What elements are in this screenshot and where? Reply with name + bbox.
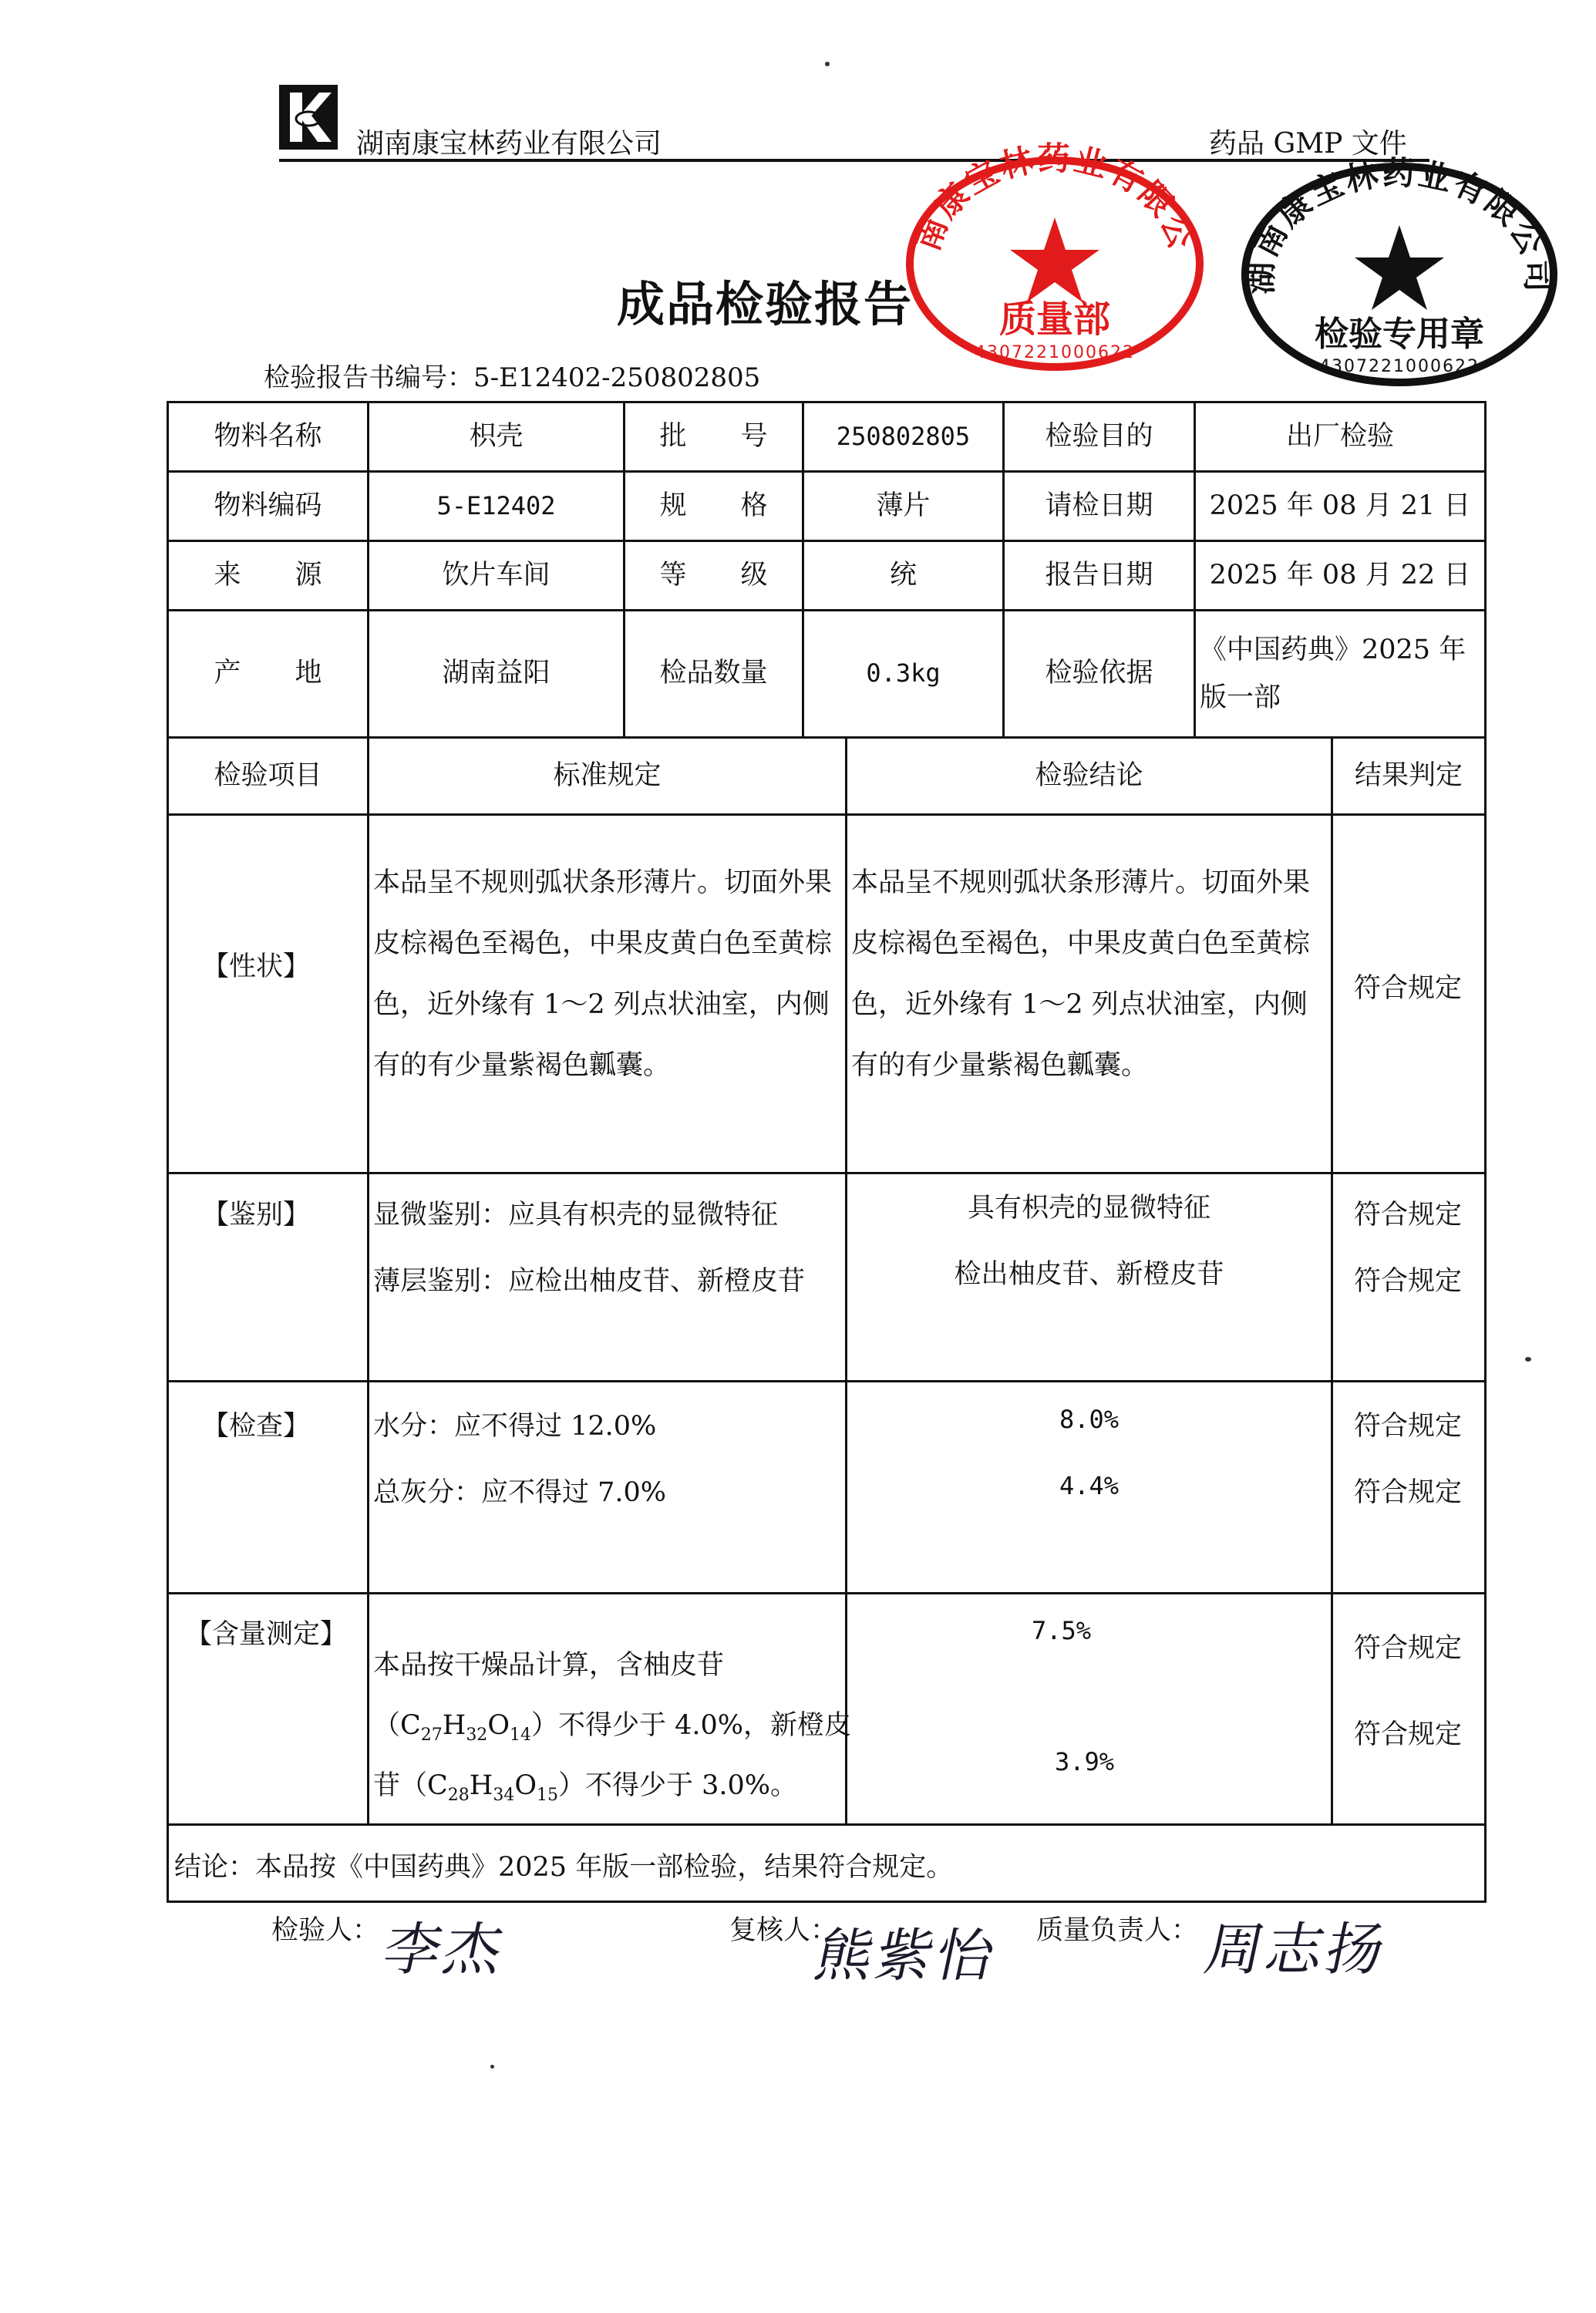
scan-speck xyxy=(1525,1357,1531,1362)
conclusion: 结论：本品按《中国药典》2025 年版一部检验，结果符合规定。 xyxy=(174,1852,954,1883)
grid-line xyxy=(167,1592,1487,1594)
purpose-value: 出厂检验 xyxy=(1285,420,1394,452)
character-judgement: 符合规定 xyxy=(1354,973,1463,1004)
grid-line xyxy=(167,813,1487,816)
scan-speck xyxy=(490,2065,494,2069)
assay-standard-line1: 本品按干燥品计算，含柚皮苷 xyxy=(373,1650,725,1681)
identification-result-1: 具有枳壳的显微特征 xyxy=(967,1193,1210,1224)
quantity-label: 检品数量 xyxy=(659,658,768,689)
inspection-judgement-1: 符合规定 xyxy=(1354,1411,1463,1442)
character-standard: 本品呈不规则弧状条形薄片。切面外果皮棕褐色至褐色，中果皮黄白色至黄棕色，近外缘有 1～2 列点状油室，内侧有的有少量紫褐色瓤囊。 xyxy=(373,867,833,1081)
grid-line xyxy=(167,1380,1487,1382)
material-code-value: 5-E12402 xyxy=(436,490,556,520)
spec-label: 规 格 xyxy=(659,490,768,521)
character-label: 【性状】 xyxy=(202,951,311,982)
identification-standard-1: 显微鉴别：应具有枳壳的显微特征 xyxy=(373,1200,779,1231)
inspection-seal-stamp xyxy=(1234,151,1565,393)
origin-value: 湖南益阳 xyxy=(442,658,551,689)
identification-standard-2: 薄层鉴别：应检出柚皮苷、新橙皮苷 xyxy=(373,1266,806,1297)
request-date-value: 2025 年 08 月 21 日 xyxy=(1209,490,1471,521)
svg-text:质量部: 质量部 xyxy=(998,298,1111,341)
svg-text:湖南康宝林药业有限公司: 南康宝林药业有限公 xyxy=(907,140,1202,256)
col-header-result: 检验结论 xyxy=(1035,759,1143,791)
col-header-item: 检验项目 xyxy=(214,759,322,791)
source-label: 来 源 xyxy=(214,559,322,591)
qa-signature: 周志扬 xyxy=(1199,1917,1394,1983)
identification-judgement-1: 符合规定 xyxy=(1354,1200,1463,1231)
inspection-standard-2: 总灰分：应不得过 7.0% xyxy=(373,1477,667,1508)
scan-speck xyxy=(825,62,830,66)
material-name-label: 物料名称 xyxy=(214,420,322,452)
grade-value: 统 xyxy=(889,559,917,591)
grid-line xyxy=(167,1823,1487,1826)
source-value: 饮片车间 xyxy=(442,559,551,591)
inspection-result-2: 4.4% xyxy=(1059,1471,1120,1501)
inspection-standard-1: 水分：应不得过 12.0% xyxy=(373,1411,657,1442)
svg-text:检验专用章: 检验专用章 xyxy=(1315,315,1484,354)
assay-formula-2: 苷$(C_{28}H_{34}O_{15})$不得少于 3.0%。 xyxy=(373,1770,798,1805)
identification-result-2: 检出柚皮苷、新橙皮苷 xyxy=(954,1259,1224,1291)
grade-label: 等 级 xyxy=(659,559,768,591)
grid-line xyxy=(1331,736,1333,1823)
company-logo xyxy=(279,85,338,150)
spec-value: 薄片 xyxy=(876,490,931,521)
svg-text:湖南康宝林药业有限公司: 湖南康宝林药业有限公司 xyxy=(1241,154,1557,295)
quantity-value: 0.3kg xyxy=(866,658,941,689)
document-type: 药品 GMP 文件 xyxy=(1209,128,1407,160)
report-number: 检验报告书编号：5-E12402-250802805 xyxy=(264,362,761,393)
character-result: 本品呈不规则弧状条形薄片。切面外果皮棕褐色至褐色，中果皮黄白色至黄棕色，近外缘有 1～2 列点状油室，内侧有的有少量紫褐色瓤囊。 xyxy=(851,867,1311,1081)
assay-judgement-2: 符合规定 xyxy=(1354,1719,1463,1750)
request-date-label: 请检日期 xyxy=(1045,490,1153,521)
qa-label: 质量负责人： xyxy=(1036,1915,1199,1946)
assay-result-1: 7.5% xyxy=(1032,1616,1092,1645)
origin-label: 产 地 xyxy=(214,658,322,689)
svg-text:4307221000622: 4307221000622 xyxy=(1319,357,1480,376)
col-header-judgement: 结果判定 xyxy=(1354,759,1463,791)
assay-formula-1: $(C_{27}H_{32}O_{14})$不得少于 4.0%，新橙皮 xyxy=(373,1710,852,1745)
basis-value: 《中国药典》2025 年版一部 xyxy=(1200,635,1466,713)
assay-result-2: 3.9% xyxy=(1055,1747,1115,1776)
material-code-label: 物料编码 xyxy=(214,490,322,521)
reviewer-label: 复核人： xyxy=(729,1915,838,1946)
purpose-label: 检验目的 xyxy=(1045,420,1153,452)
report-date-label: 报告日期 xyxy=(1045,559,1153,591)
identification-label: 【鉴别】 xyxy=(202,1200,311,1231)
reviewer-signature: 熊紫怡 xyxy=(809,1923,1004,1989)
report-date-value: 2025 年 08 月 22 日 xyxy=(1209,559,1471,591)
inspection-result-1: 8.0% xyxy=(1059,1405,1120,1435)
inspector-signature: 李杰 xyxy=(377,1917,512,1983)
company-name: 湖南康宝林药业有限公司 xyxy=(356,128,662,160)
identification-judgement-2: 符合规定 xyxy=(1354,1266,1463,1297)
inspector-label: 检验人： xyxy=(271,1915,380,1946)
material-name-value: 枳壳 xyxy=(469,420,524,452)
batch-label: 批 号 xyxy=(659,420,768,452)
page-title: 成品检验报告 xyxy=(617,276,914,332)
basis-label: 检验依据 xyxy=(1045,658,1153,689)
assay-judgement-1: 符合规定 xyxy=(1354,1633,1463,1664)
inspection-label: 【检查】 xyxy=(202,1411,311,1442)
grid-line xyxy=(167,1172,1487,1174)
quality-dept-stamp xyxy=(901,140,1209,375)
svg-text:4307221000622: 4307221000622 xyxy=(975,343,1135,362)
batch-value: 250802805 xyxy=(836,421,971,451)
assay-label: 【含量测定】 xyxy=(185,1619,348,1650)
inspection-judgement-2: 符合规定 xyxy=(1354,1477,1463,1508)
col-header-standard: 标准规定 xyxy=(553,759,662,791)
